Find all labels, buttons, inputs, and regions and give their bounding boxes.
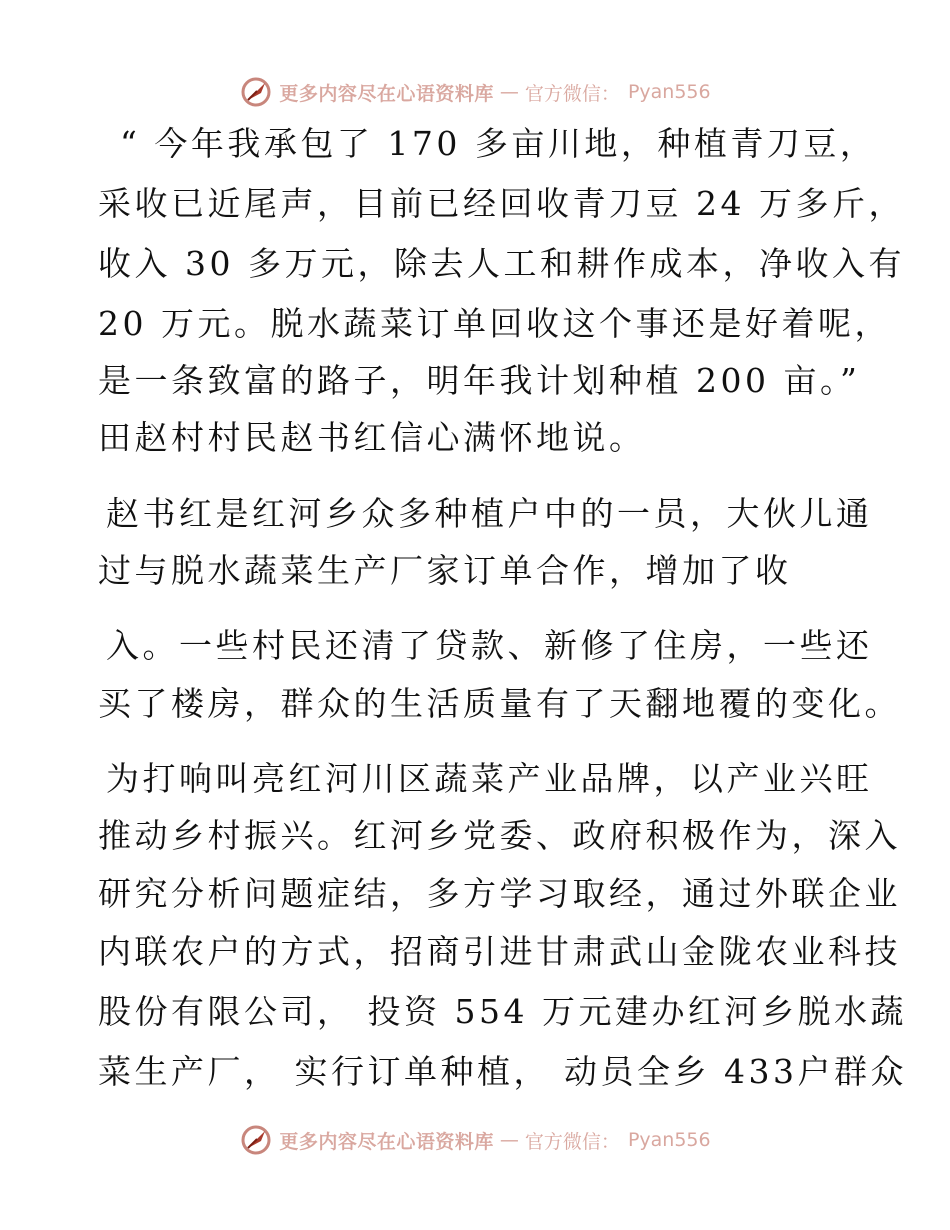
paragraph-4-line-1: 为打响叫亮红河川区蔬菜产业品牌，以产业兴旺 <box>106 759 873 798</box>
paragraph-1-line-4: 20 万元。脱水蔬菜订单回收这个事还是好着呢， <box>98 304 891 343</box>
paragraph-4-line-3: 研究分析问题症结，多方学习取经，通过外联企业 <box>98 874 901 913</box>
paragraph-3-line-2: 买了楼房，群众的生活质量有了天翻地覆的变化。 <box>98 684 901 723</box>
watermark-dash: — <box>499 1129 519 1151</box>
watermark-official-label: 官方微信： <box>524 1130 620 1153</box>
watermark-main-text: 更多内容尽在心语资料库 <box>279 82 494 105</box>
watermark-wechat-id: Pyan556 <box>627 81 711 103</box>
paragraph-4-line-6: 菜生产厂， 实行订单种植， 动员全乡 433户群众 <box>98 1052 907 1091</box>
footer-watermark <box>0 1120 950 1160</box>
paragraph-4-line-5: 股份有限公司， 投资 554 万元建办红河乡脱水蔬 <box>98 992 907 1031</box>
watermark-wechat-id: Pyan556 <box>627 1129 711 1151</box>
paragraph-2-line-1: 赵书红是红河乡众多种植户中的一员，大伙儿通 <box>106 494 873 533</box>
watermark-main-text: 更多内容尽在心语资料库 <box>279 1130 494 1153</box>
paragraph-1-line-2: 采收已近尾声，目前已经回收青刀豆 24 万多斤， <box>98 184 905 223</box>
paragraph-1-line-5: 是一条致富的路子，明年我计划种植 200 亩。” <box>98 361 861 400</box>
watermark-dash: — <box>499 81 519 103</box>
paragraph-1-line-3: 收入 30 多万元，除去人工和耕作成本，净收入有 <box>98 244 905 283</box>
paragraph-3-line-1: 入。一些村民还清了贷款、新修了住房，一些还 <box>106 626 873 665</box>
paragraph-2-line-2: 过与脱水蔬菜生产厂家订单合作，增加了收 <box>98 551 792 590</box>
paragraph-4-line-2: 推动乡村振兴。红河乡党委、政府积极作为，深入 <box>98 816 901 855</box>
paragraph-1-line-1: “ 今年我承包了 170 多亩川地，种植青刀豆， <box>120 124 877 163</box>
quill-logo-icon <box>239 1123 273 1157</box>
paragraph-4-line-4: 内联农户的方式，招商引进甘肃武山金陇农业科技 <box>98 932 901 971</box>
watermark-official-label: 官方微信： <box>524 82 620 105</box>
paragraph-1-line-6: 田赵村村民赵书红信心满怀地说。 <box>98 418 646 457</box>
